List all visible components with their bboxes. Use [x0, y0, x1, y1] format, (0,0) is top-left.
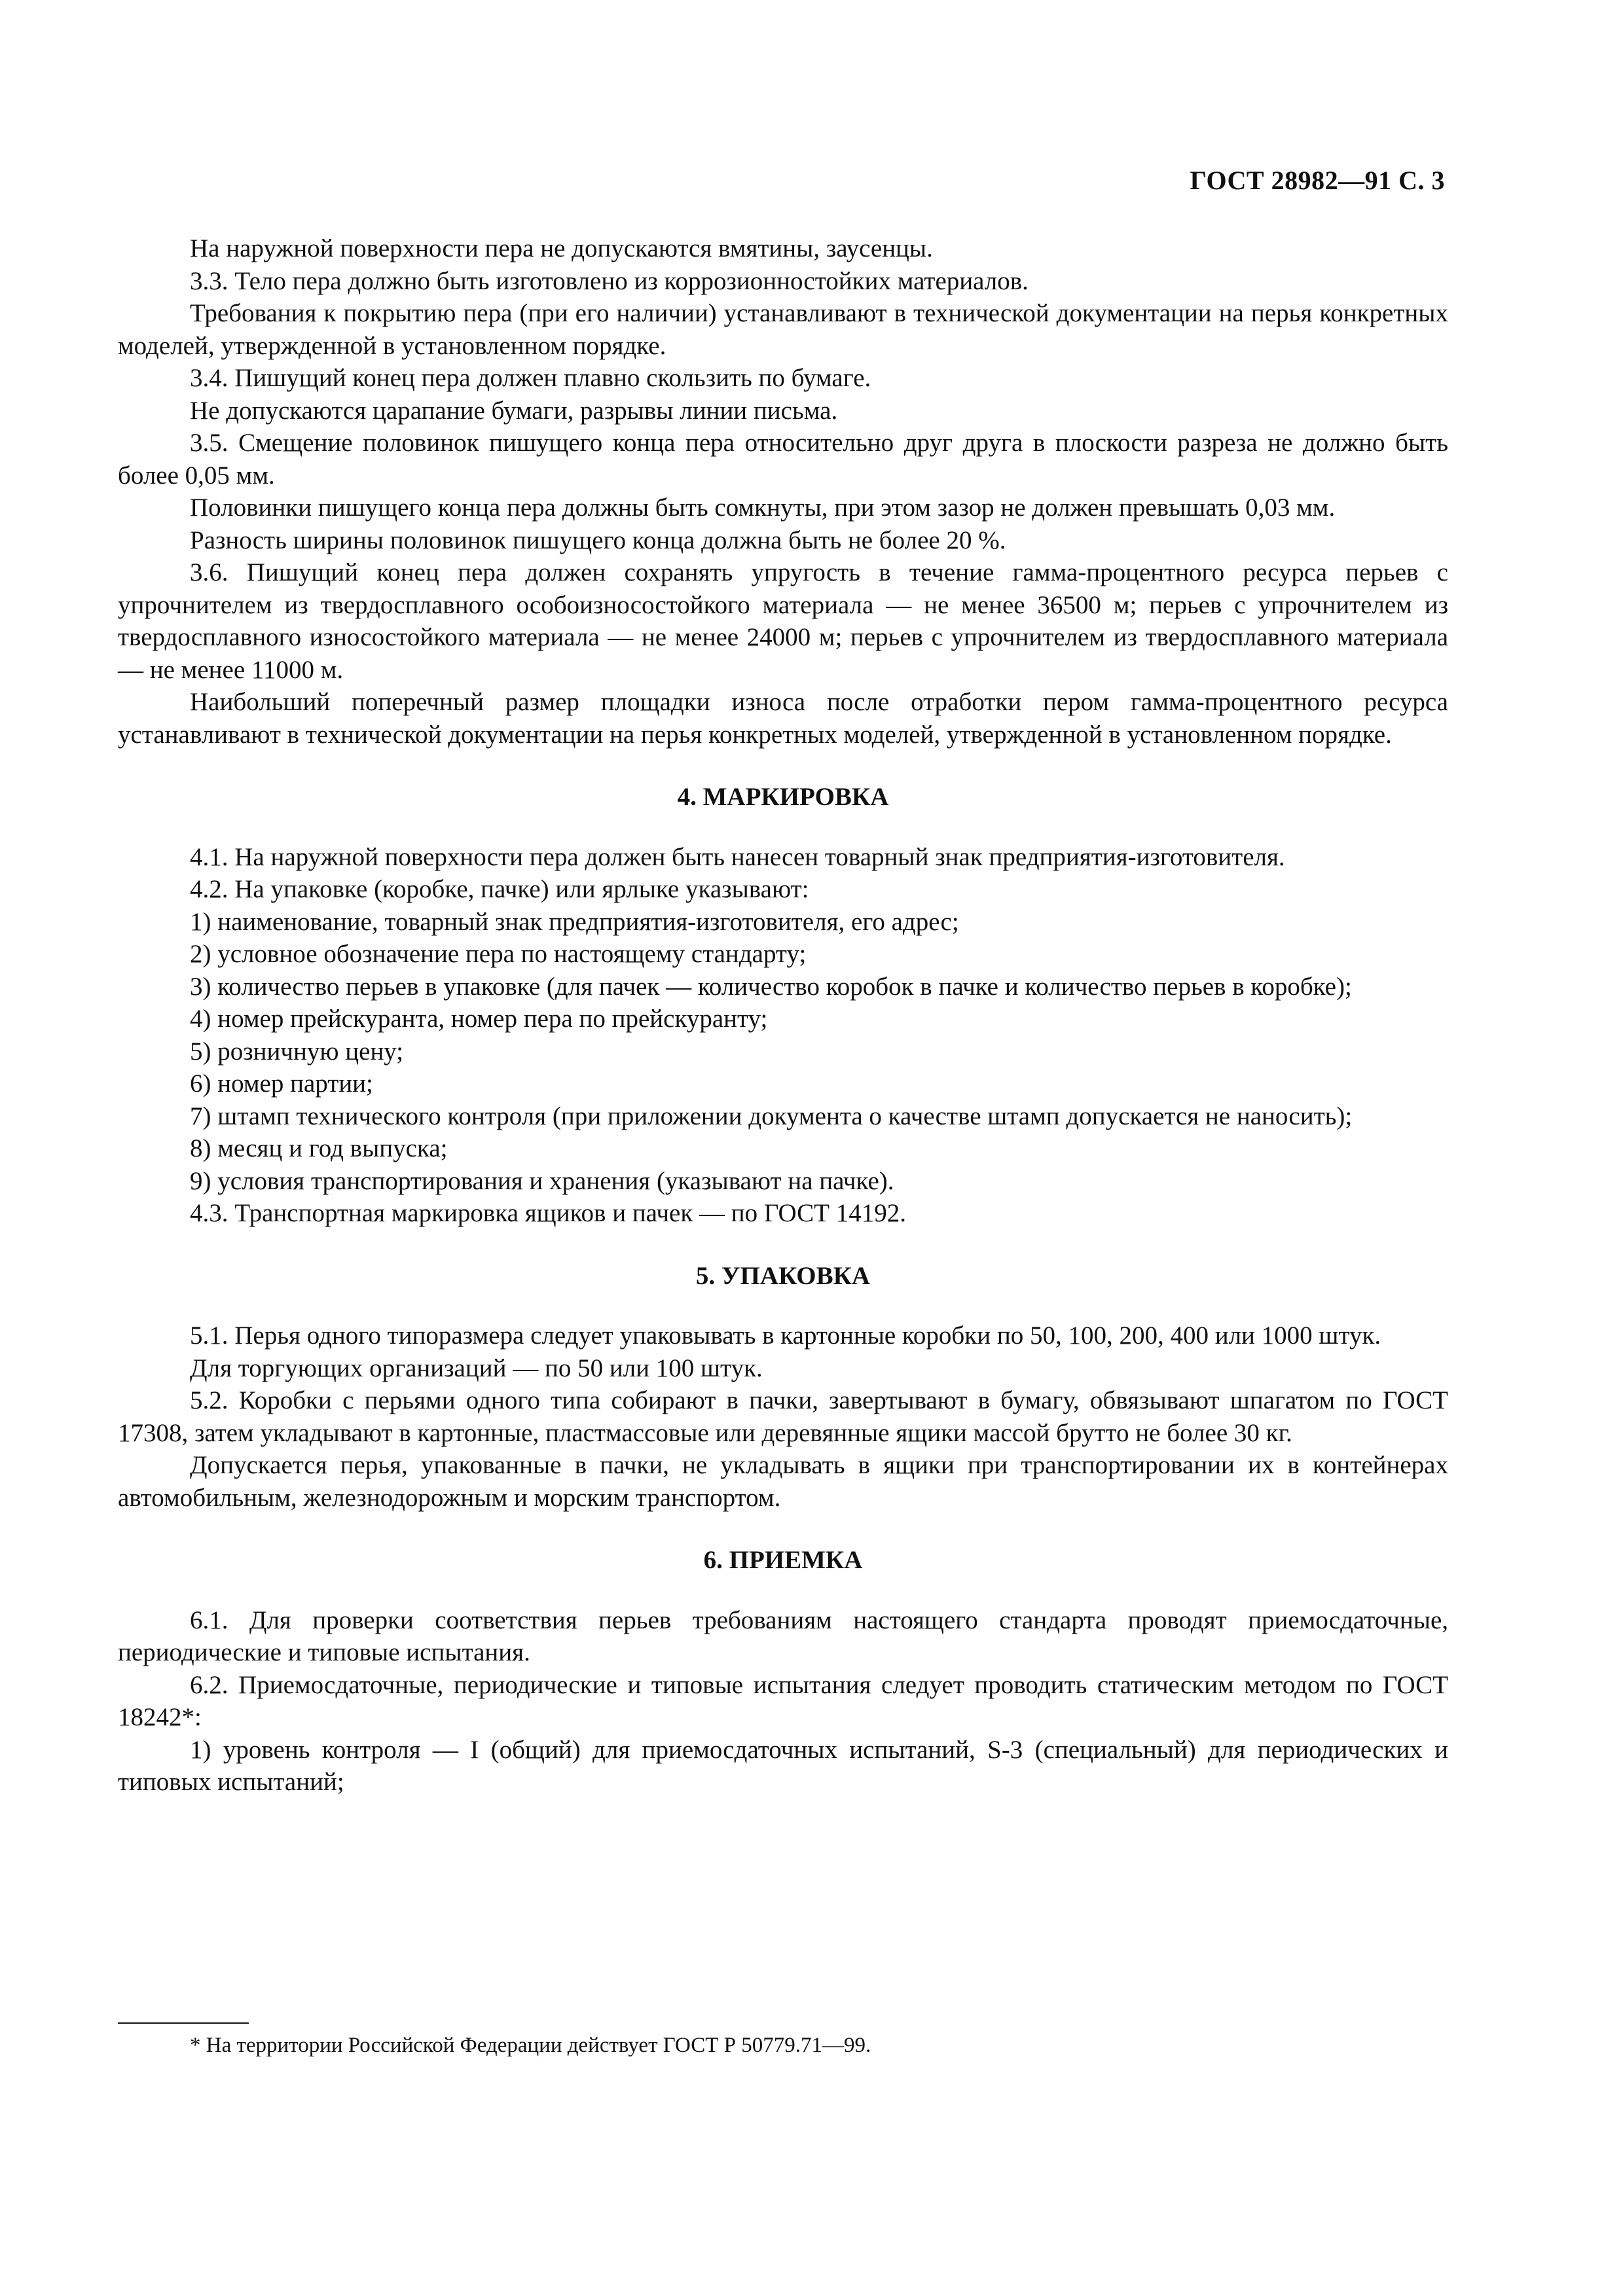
list-item: 1) наименование, товарный знак предприятия-изготовителя, его адрес;: [190, 907, 959, 936]
list-item: 4) номер прейскуранта, номер пера по прейскуранту;: [190, 1005, 768, 1033]
paragraph: 3.6. Пишущий конец пера должен сохранять упругость в течение гамма-процентного ресурса перьев с упрочнителем из твердосплавного особоизносостойкого материала — не менее 36500 м; перьев с упрочнителем из твердосплавного износостойкого материала — не менее 24000 м; перьев с упрочнителем из твердосплавного материала — не менее 11000 м.: [118, 558, 1448, 684]
paragraph: 4.2. На упаковке (коробке, пачке) или ярлыке указывают:: [190, 875, 809, 903]
paragraph: Для торгующих организаций — по 50 или 100 штук.: [190, 1354, 763, 1382]
footnote-divider: [118, 2022, 249, 2024]
paragraph: Разность ширины половинок пишущего конца должна быть не более 20 %.: [190, 526, 1006, 554]
paragraph: Не допускаются царапание бумаги, разрывы линии письма.: [190, 396, 838, 425]
list-item: 7) штамп технического контроля (при приложении документа о качестве штамп допускается не наносить);: [190, 1102, 1353, 1130]
paragraph: 3.5. Смещение половинок пишущего конца пера относительно друг друга в плоскости разреза не должно быть более 0,05 мм.: [118, 429, 1448, 490]
list-item: 2) условное обозначение пера по настоящему стандарту;: [190, 940, 807, 968]
paragraph: Половинки пишущего конца пера должны быть сомкнуты, при этом зазор не должен превышать 0,03 мм.: [190, 493, 1336, 522]
section-heading-packaging: 5. УПАКОВКА: [695, 1261, 871, 1290]
list-item: 1) уровень контроля — I (общий) для приемосдаточных испытаний, S-3 (специальный) для периодических и типовых испытаний;: [118, 1735, 1448, 1796]
paragraph: 3.3. Тело пера должно быть изготовлено из коррозионностойких материалов.: [190, 266, 1029, 295]
list-item: 5) розничную цену;: [190, 1037, 404, 1066]
list-item: 6) номер партии;: [190, 1069, 373, 1098]
paragraph: Допускается перья, упакованные в пачки, не укладывать в ящики при транспортировании их в контейнерах автомобильным, железнодорожным и морским транспортом.: [118, 1451, 1448, 1512]
list-item: 9) условия транспортирования и хранения (указывают на пачке).: [190, 1166, 894, 1195]
paragraph: Наибольший поперечный размер площадки износа после отработки пером гамма-процентного ресурса устанавливают в технической документации на перья конкретных моделей, утвержденной в установленном порядке.: [118, 688, 1448, 749]
list-item: 3) количество перьев в упаковке (для пачек — количество коробок в пачке и количество перьев в коробке);: [190, 972, 1352, 1001]
paragraph: 5.2. Коробки с перьями одного типа собирают в пачки, завертывают в бумагу, обвязывают шпагатом по ГОСТ 17308, затем укладывают в картонные, пластмассовые или деревянные ящики массой брутто не более 30 кг.: [118, 1386, 1448, 1447]
paragraph: 3.4. Пишущий конец пера должен плавно скользить по бумаге.: [190, 364, 871, 392]
section-heading-acceptance: 6. ПРИЕМКА: [703, 1546, 863, 1574]
footnote: * На территории Российской Федерации действует ГОСТ Р 50779.71—99.: [190, 2034, 871, 2057]
page-header: ГОСТ 28982—91 С. 3: [1190, 166, 1445, 195]
paragraph: 4.3. Транспортная маркировка ящиков и пачек — по ГОСТ 14192.: [190, 1199, 906, 1227]
document-body: [118, 232, 1448, 1799]
section-heading-marking: 4. МАРКИРОВКА: [677, 783, 889, 811]
paragraph: На наружной поверхности пера не допускаются вмятины, заусенцы.: [190, 234, 933, 262]
list-item: 8) месяц и год выпуска;: [190, 1134, 448, 1162]
paragraph: 6.2. Приемосдаточные, периодические и типовые испытания следует проводить статическим методом по ГОСТ 18242*:: [118, 1670, 1448, 1731]
paragraph: 4.1. На наружной поверхности пера должен быть нанесен товарный знак предприятия-изготовителя.: [190, 842, 1285, 871]
paragraph: 5.1. Перья одного типоразмера следует упаковывать в картонные коробки по 50, 100, 200, 400 или 1000 штук.: [190, 1321, 1381, 1350]
paragraph: Требования к покрытию пера (при его наличии) устанавливают в технической документации на перья конкретных моделей, утвержденной в установленном порядке.: [118, 299, 1448, 360]
paragraph: 6.1. Для проверки соответствия перьев требованиям настоящего стандарта проводят приемосдаточные, периодические и типовые испытания.: [118, 1605, 1448, 1666]
